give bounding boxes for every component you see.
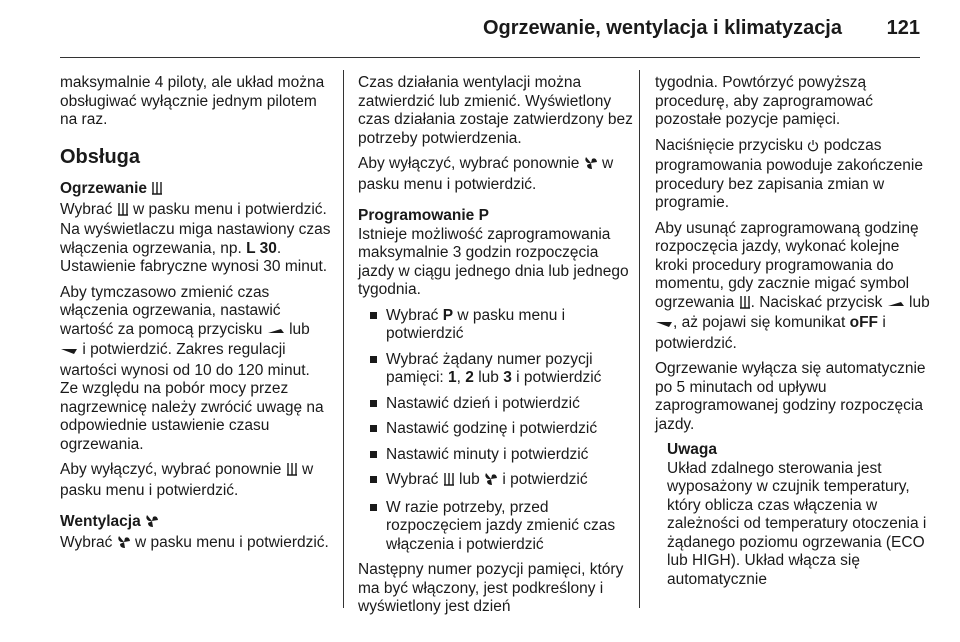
minus-key-icon bbox=[267, 323, 285, 342]
list-item: W razie potrzeby, przed rozpoczęciem jazdy zmienić czas włączenia i potwierdzić bbox=[370, 499, 633, 555]
programming-paragraph: tygodnia. Powtórzyć powyższą procedurę, aby zaprogramować pozostałe pozycje pamięci. bbox=[655, 74, 873, 128]
list-item: Wybrać P w pasku menu i potwierdzić bbox=[370, 307, 633, 344]
column-1 bbox=[60, 74, 332, 561]
power-icon bbox=[807, 139, 819, 158]
programming-paragraph: Naciśnięcie przycisku podczas programowania powoduje zakończenie procedury bez zapisania zmian w programie. bbox=[655, 136, 923, 211]
header-rule bbox=[60, 57, 920, 58]
list-item: Nastawić dzień i potwierdzić bbox=[370, 395, 633, 414]
subheading-programming: Programowanie P bbox=[358, 207, 489, 224]
heater-icon bbox=[739, 295, 751, 315]
programming-paragraph: Następny numer pozycji pamięci, który ma być włączony, jest podkreślony i wyświetlony jest dzień bbox=[358, 561, 624, 615]
column-divider bbox=[639, 70, 640, 608]
fan-icon bbox=[117, 535, 131, 555]
heating-paragraph: Aby wyłączyć, wybrać ponownie w pasku menu i potwierdzić. bbox=[60, 461, 314, 499]
heating-paragraph: Aby tymczasowo zmienić czas włączenia ogrzewania, nastawić wartość za pomocą przycisku lub i potwierdzić. Zakres regulacji wartości wynosi od 10 do 120 minut. Ze względu na pobór mocy przez nagrzewnicę należy zwrócić uwagę na odpowiednie ustawienie czasu ogrzewania. bbox=[60, 283, 324, 453]
heater-icon bbox=[286, 462, 298, 482]
fan-icon bbox=[145, 514, 159, 534]
programming-steps-list bbox=[358, 307, 633, 555]
column-3 bbox=[655, 74, 930, 596]
ventilation-paragraph: Czas działania wentylacji można zatwierdzić lub zmienić. Wyświetlony czas działania zostaje zatwierdzony bez potrzeby potwierdzenia. bbox=[358, 74, 633, 147]
programming-paragraph: Ogrzewanie wyłącza się automatycznie po 5 minutach od upływu zaprogramowanej godziny rozpoczęcia jazdy. bbox=[655, 360, 926, 433]
subheading-ventilation: Wentylacja bbox=[60, 513, 332, 534]
fan-icon bbox=[584, 156, 598, 176]
plus-key-icon bbox=[655, 316, 673, 335]
note-text: Układ zdalnego sterowania jest wyposażony w czujnik temperatury, który oblicza czas włączenia w zależności od temperatury otoczenia i żądanego poziomu ogrzewania (ECO lub HIGH). Układ włącza się automatycznie bbox=[667, 459, 927, 588]
note-box bbox=[667, 441, 930, 589]
ventilation-paragraph: Aby wyłączyć, wybrać ponownie w pasku menu i potwierdzić. bbox=[358, 155, 614, 193]
section-heading: Obsługa bbox=[60, 145, 141, 168]
minus-key-icon bbox=[887, 296, 905, 315]
page-header-title: Ogrzewanie, wentylacja i klimatyzacja bbox=[482, 17, 842, 39]
list-item: Wybrać lub i potwierdzić bbox=[370, 471, 633, 492]
column-divider bbox=[343, 70, 344, 608]
ventilation-paragraph: Wybrać w pasku menu i potwierdzić. bbox=[60, 534, 332, 555]
heater-icon bbox=[443, 472, 455, 492]
note-heading: Uwaga bbox=[667, 441, 717, 458]
programming-paragraph: Istnieje możliwość zaprogramowania maksymalnie 3 godzin rozpoczęcia jazdy w ciągu jednego dnia lub jednego tygodnia. bbox=[358, 225, 629, 298]
page-number: 121 bbox=[886, 17, 920, 39]
list-item: Nastawić godzinę i potwierdzić bbox=[370, 420, 633, 439]
heater-icon bbox=[117, 202, 129, 222]
programming-paragraph: Aby usunąć zaprogramowaną godzinę rozpoczęcia jazdy, wykonać kolejne kroki procedury programowania do momentu, gdy zacznie migać symbol ogrzewania . Naciskać przycisk lub , aż pojawi się komunikat oFF i potwierdzić. bbox=[655, 219, 930, 352]
fan-icon bbox=[484, 472, 498, 492]
plus-key-icon bbox=[60, 343, 78, 362]
heating-paragraph: Wybrać w pasku menu i potwierdzić. Na wyświetlaczu miga nastawiony czas włączenia ogrzewania, np. L 30. Ustawienie fabryczne wynosi 30 minut. bbox=[60, 200, 331, 275]
intro-paragraph: maksymalnie 4 piloty, ale układ można obsługiwać wyłącznie jednym pilotem na raz. bbox=[60, 74, 325, 128]
column-2 bbox=[358, 74, 633, 624]
subheading-heating: Ogrzewanie bbox=[60, 180, 332, 201]
list-item: Nastawić minuty i potwierdzić bbox=[370, 446, 633, 465]
heater-icon bbox=[151, 181, 163, 201]
list-item: Wybrać żądany numer pozycji pamięci: 1, 2 lub 3 i potwierdzić bbox=[370, 351, 633, 388]
